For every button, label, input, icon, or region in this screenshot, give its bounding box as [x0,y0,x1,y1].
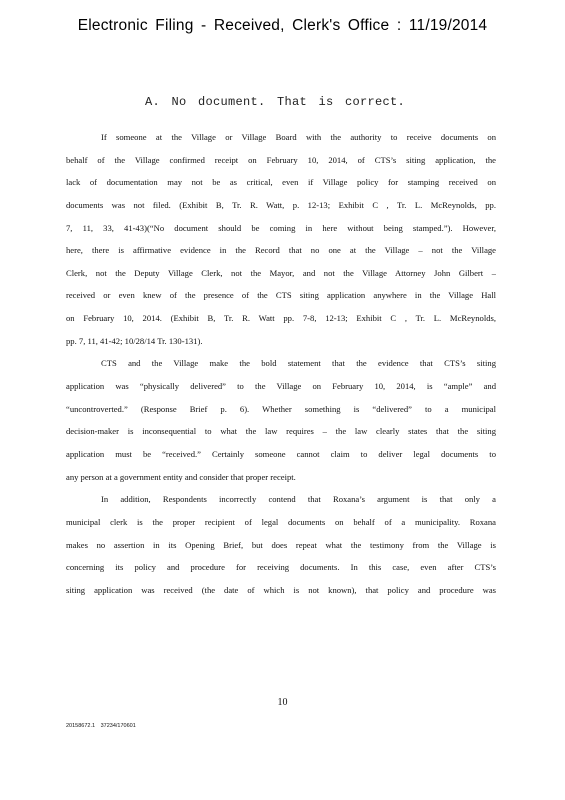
body-text-line: here, there is affirmative evidence in the Record that no one at the Village – not the Village [66,245,496,256]
body-text-line: documents was not filed. (Exhibit B, Tr. R. Watt, p. 12-13; Exhibit C , Tr. L. McReynolds, pp. [66,199,496,210]
body-text-line: “uncontroverted.” (Response Brief p. 6). Whether something is “delivered” to a municipal [66,403,496,414]
body-text-line: If someone at the Village or Village Board with the authority to receive documents on [101,132,496,142]
body-text-line: pp. 7, 11, 41-42; 10/28/14 Tr. 130-131). [66,335,203,346]
document-body [66,126,496,601]
body-text-line: decision-maker is inconsequential to what the law requires – the law clearly states that the siting [66,426,496,437]
body-text-line: In addition, Respondents incorrectly contend that Roxana’s argument is that only a [101,494,496,505]
body-text-line: concerning its policy and procedure for receiving documents. In this case, even after CTS’s [66,562,496,573]
body-text-line: any person at a government entity and consider that proper receipt. [66,471,296,482]
body-text-line: 7, 11, 33, 41-43)(“No document should be coming in here without being stamped.”). However, [66,222,496,233]
body-text-line: behalf of the Village confirmed receipt on February 10, 2014, of CTS’s siting application, the [66,154,496,165]
document-id: 20158672.1 37234/170601 [66,723,136,729]
body-text-line: Clerk, not the Deputy Village Clerk, not the Mayor, and not the Village Attorney John Gilbert – [66,267,496,278]
body-text-line: lack of documentation may not be as critical, even if Village policy for stamping received on [66,177,496,188]
testimony-answer-line: A. No document. That is correct. [145,95,406,109]
body-text-line: makes no assertion in its Opening Brief, but does repeat what the testimony from the Village is [66,539,496,550]
body-text-line: application must be “received.” Certainly someone cannot claim to deliver legal documents to [66,448,496,459]
body-text-line: on February 10, 2014. (Exhibit B, Tr. R. Watt pp. 7-8, 12-13; Exhibit C , Tr. L. McReynolds, [66,313,496,324]
body-text-line: received or even knew of the presence of the CTS siting application anywhere in the Village Hall [66,290,496,301]
body-text-line: application was “physically delivered” to the Village on February 10, 2014, is “ample” and [66,381,496,392]
electronic-filing-header: Electronic Filing - Received, Clerk's Office : 11/19/2014 [77,17,488,34]
page-number: 10 [277,697,288,708]
body-text-line: municipal clerk is the proper recipient of legal documents on behalf of a municipality. Roxana [66,516,496,527]
body-text-line: siting application was received (the date of which is not known), that policy and procedure was [66,584,496,595]
body-text-line: CTS and the Village make the bold statement that the evidence that CTS’s siting [101,358,496,369]
